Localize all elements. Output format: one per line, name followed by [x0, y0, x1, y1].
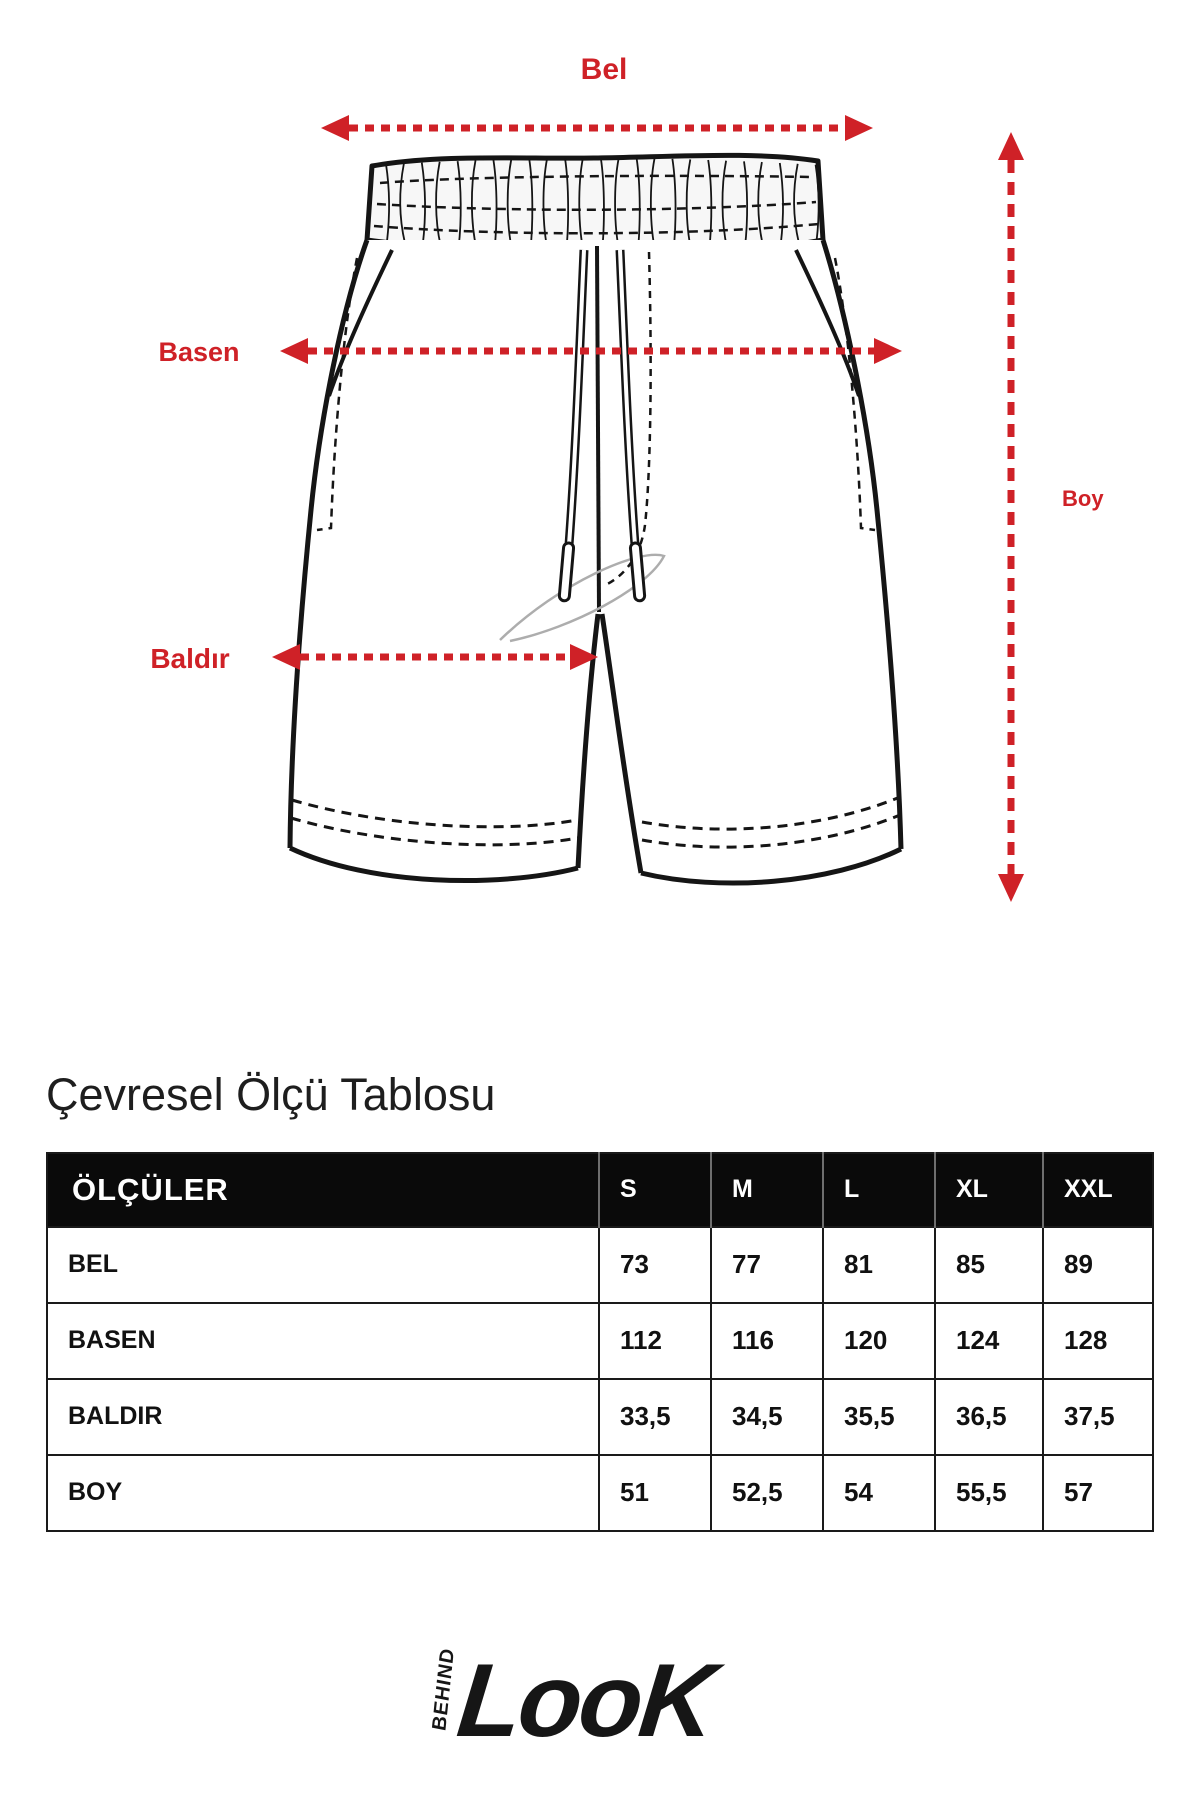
page-title: Çevresel Ölçü Tablosu [46, 1069, 496, 1120]
row-label: BOY [47, 1455, 599, 1531]
size-header-xl: XL [935, 1153, 1043, 1227]
row-value: 73 [599, 1227, 711, 1303]
table-row-baldir [47, 1379, 1153, 1455]
table-row-boy [47, 1455, 1153, 1531]
row-value: 77 [711, 1227, 823, 1303]
shorts-body [290, 240, 901, 883]
row-value: 34,5 [711, 1379, 823, 1455]
row-value: 35,5 [823, 1379, 935, 1455]
row-value: 112 [599, 1303, 711, 1379]
size-header-l: L [823, 1153, 935, 1227]
row-value: 89 [1043, 1227, 1153, 1303]
table-row-basen [47, 1303, 1153, 1379]
brand-logo-behind-text: BEHIND [428, 1647, 460, 1731]
size-header-s: S [599, 1153, 711, 1227]
row-value: 37,5 [1043, 1379, 1153, 1455]
brand-logo-look-text: LooK [452, 1642, 719, 1759]
brand-logo [428, 1642, 719, 1759]
row-value: 57 [1043, 1455, 1153, 1531]
row-value: 55,5 [935, 1455, 1043, 1531]
row-value: 33,5 [599, 1379, 711, 1455]
row-value: 52,5 [711, 1455, 823, 1531]
boy-label: Boy [1062, 486, 1104, 511]
bel-label: Bel [580, 53, 628, 86]
row-value: 124 [935, 1303, 1043, 1379]
boy-arrow [998, 132, 1024, 902]
size-header-m: M [711, 1153, 823, 1227]
measures-header-cell: ÖLÇÜLER [72, 1171, 229, 1207]
row-value: 54 [823, 1455, 935, 1531]
row-label: BEL [47, 1227, 599, 1303]
bel-arrow [321, 115, 873, 141]
row-label: BASEN [47, 1303, 599, 1379]
size-table-header-row [47, 1153, 1153, 1227]
size-table [46, 1152, 1154, 1532]
row-label: BALDIR [47, 1379, 599, 1455]
row-value: 36,5 [935, 1379, 1043, 1455]
row-value: 81 [823, 1227, 935, 1303]
table-row-bel [47, 1227, 1153, 1303]
row-value: 120 [823, 1303, 935, 1379]
basen-label: Basen [158, 337, 240, 367]
row-value: 116 [711, 1303, 823, 1379]
row-value: 51 [599, 1455, 711, 1531]
row-value: 85 [935, 1227, 1043, 1303]
row-value: 128 [1043, 1303, 1153, 1379]
baldir-label: Baldır [150, 643, 230, 674]
size-header-xxl: XXL [1043, 1153, 1153, 1227]
